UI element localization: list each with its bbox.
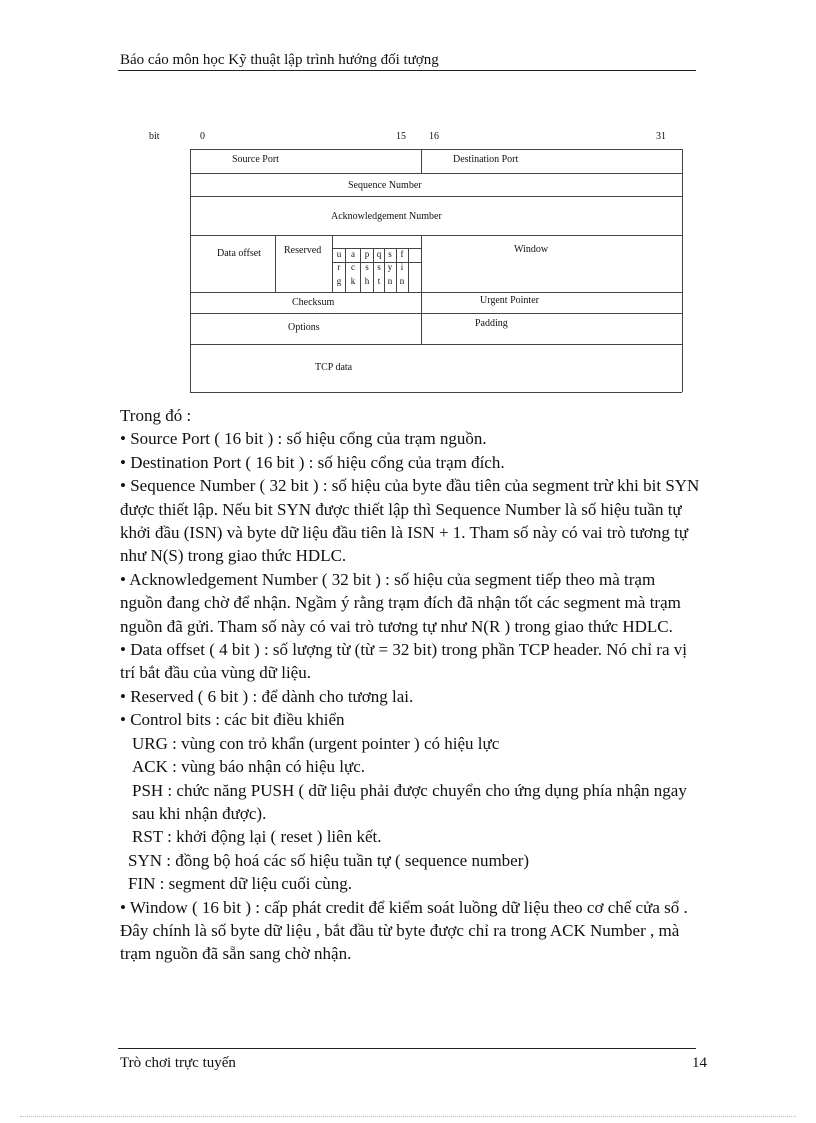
bit-marker-31: 31 (656, 131, 666, 142)
flag-letter: a (351, 249, 355, 259)
flag-letter: s (377, 262, 381, 272)
flag-letter: k (350, 276, 356, 286)
flag-letter: q (376, 249, 382, 259)
flag-letter: n (387, 276, 393, 286)
item-reserved: • Reserved ( 6 bit ) : để dành cho tương lai. (120, 686, 414, 706)
page-edge-dots (20, 1116, 796, 1117)
flag-letter: g (336, 276, 342, 286)
footer-title: Trò chơi trực tuyến (120, 1055, 236, 1071)
item-control-bits: • Control bits : các bit điều khiển (120, 710, 345, 730)
control-syn: SYN : đồng bộ hoá các số hiệu tuần tự ( sequence number) (128, 850, 530, 870)
body-text (120, 404, 700, 966)
tcp-header-diagram (0, 0, 816, 400)
field-checksum: Checksum (292, 297, 335, 308)
field-tcp-data: TCP data (315, 362, 353, 373)
flag-letter: c (351, 262, 355, 272)
item-ack-number: • Acknowledgement Number ( 32 bit ) : số hiệu của segment tiếp theo mà trạm nguồn đang chờ để nhận. Ngầm ý rằng trạm đích đã nhận tốt các segment mà trạm nguồn đã gửi. Tham số này có vai trò tương tự như N(R ) trong giao thức HDLC. (120, 569, 681, 636)
field-window: Window (514, 244, 549, 255)
item-data-offset: • Data offset ( 4 bit ) : số lượng từ (từ = 32 bit) trong phần TCP header. Nó chỉ ra vị trí bắt đầu của vùng dữ liệu. (120, 640, 687, 683)
flag-letter: i (400, 262, 404, 272)
bit-marker-16: 16 (429, 131, 439, 142)
flag-letter: t (377, 276, 381, 286)
control-psh: PSH : chức năng PUSH ( dữ liệu phải được chuyển cho ứng dụng phía nhận ngay sau khi nhận được). (132, 780, 687, 823)
item-destination-port: • Destination Port ( 16 bit ) : số hiệu cổng của trạm đích. (120, 452, 505, 472)
flag-letter: s (388, 249, 392, 259)
bit-marker-15: 15 (396, 131, 406, 142)
page-header-title: Báo cáo môn học Kỹ thuật lập trình hướng đối tượng (120, 52, 439, 68)
control-fin: FIN : segment dữ liệu cuối cùng. (128, 874, 353, 894)
item-window: • Window ( 16 bit ) : cấp phát credit để kiểm soát luồng dữ liệu theo cơ chế cửa sổ . Đây chính là số byte dữ liệu , bắt đầu từ byte được chỉ ra trong ACK Number , mà trạm nguồn đã sẵn sang chờ nhận. (120, 897, 688, 964)
field-urgent-pointer: Urgent Pointer (480, 295, 539, 306)
tcp-header-table (190, 149, 682, 392)
control-rst: RST : khởi động lại ( reset ) liên kết. (132, 827, 382, 847)
page-number: 14 (692, 1055, 707, 1071)
field-padding: Padding (475, 318, 508, 329)
flag-letter: u (336, 249, 342, 259)
flag-letter: r (337, 262, 341, 272)
field-data-offset: Data offset (217, 248, 261, 259)
control-ack: ACK : vùng báo nhận có hiệu lực. (132, 757, 366, 777)
field-acknowledgement-number: Acknowledgement Number (331, 211, 442, 222)
field-sequence-number: Sequence Number (348, 180, 422, 191)
flag-letter: s (365, 262, 369, 272)
item-source-port: • Source Port ( 16 bit ) : số hiệu cổng của trạm nguồn. (120, 429, 487, 449)
field-options: Options (288, 322, 320, 333)
bit-marker-0: 0 (200, 131, 205, 142)
item-sequence-number: • Sequence Number ( 32 bit ) : số hiệu của byte đầu tiên của segment trừ khi bit SYN được thiết lập. Nếu bit SYN được thiết lập thì Sequence Number là số hiệu tuần tự khởi đầu (ISN) và byte dữ liệu đầu tiên là ISN + 1. Tham số này có vai trò tương tự như N(S) trong giao thức HDLC. (120, 476, 700, 566)
field-destination-port: Destination Port (453, 154, 519, 165)
field-reserved: Reserved (284, 245, 322, 256)
footer-divider (118, 1048, 696, 1049)
flag-letter: f (400, 249, 404, 259)
flag-letter: p (364, 249, 370, 259)
flag-letter: n (399, 276, 405, 286)
control-urg: URG : vùng con trỏ khẩn (urgent pointer ) có hiệu lực (132, 733, 500, 753)
bit-label: bit (149, 131, 160, 142)
intro-text: Trong đó : (120, 406, 192, 425)
flag-letter: h (364, 276, 370, 286)
flag-letter: y (387, 262, 393, 272)
field-source-port: Source Port (232, 154, 279, 165)
